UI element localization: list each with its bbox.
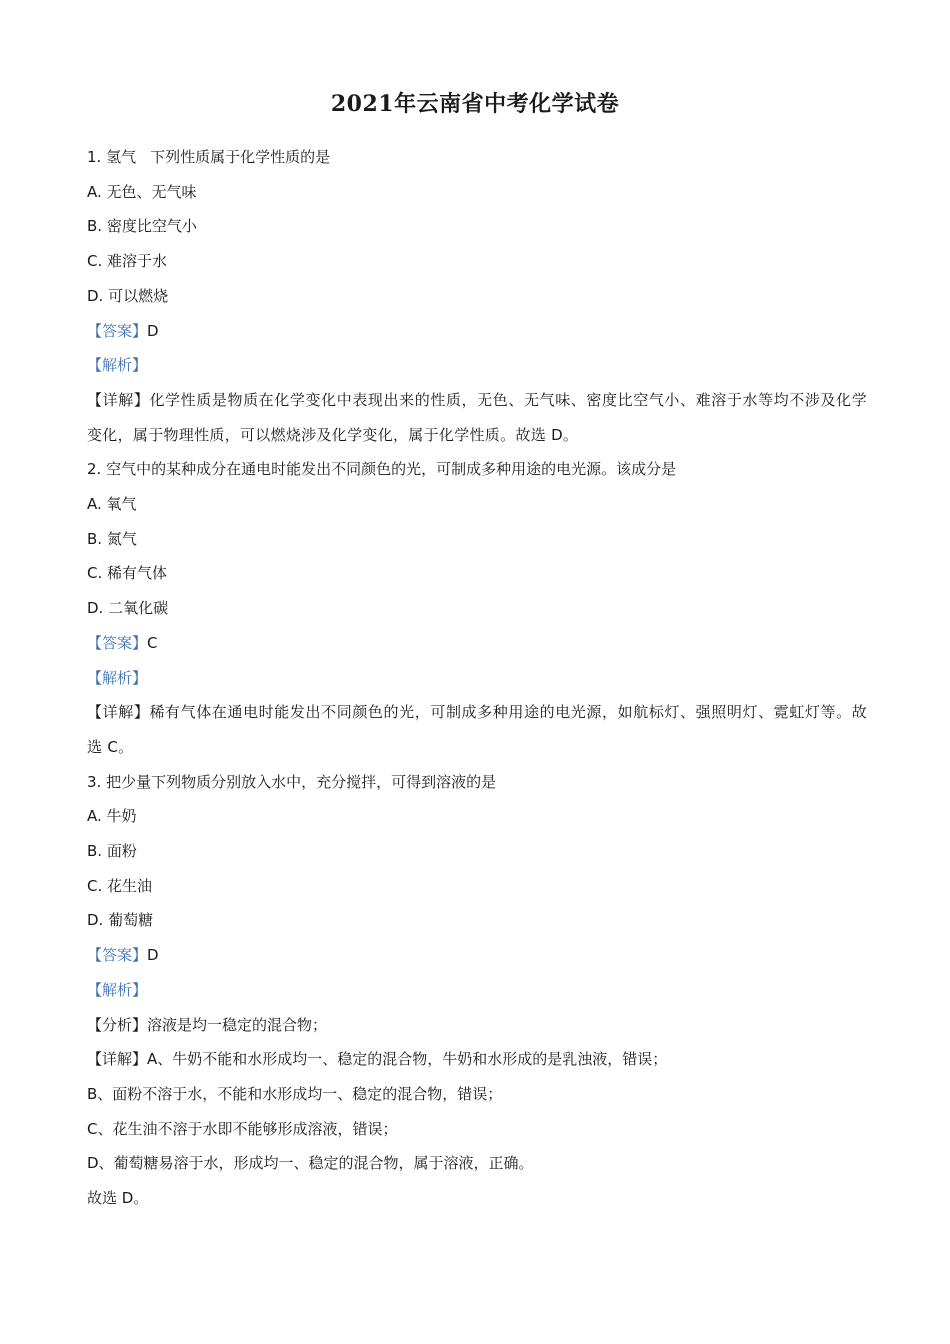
question-3-conclusion: 故选 D。 [87,1189,149,1208]
detail-label: 【详解】 [87,390,150,409]
question-1-analysis-label: 【解析】 [87,356,148,375]
fenxi-label: 【分析】 [87,1015,148,1034]
detail-text: A、牛奶不能和水形成均一、稳定的混合物，牛奶和水形成的是乳浊液，错误； [147,1050,668,1069]
question-1-option-a: A. 无色、无气味 [87,182,197,201]
question-1-stem-b: 下列性质属于化学性质的是 [150,148,331,166]
question-1-option-c: C. 难溶于水 [87,252,168,271]
answer-label: 【答案】 [87,946,148,965]
detail-label: 【详解】 [87,703,150,722]
question-1-answer [87,314,867,349]
document-body [87,140,867,1216]
question-3-option-b: B. 面粉 [87,842,137,861]
question-3-detail-line-4: D、葡萄糖易溶于水，形成均一、稳定的混合物，属于溶液，正确。 [87,1154,534,1173]
answer-value: D [147,946,159,965]
question-2-option-a: A. 氧气 [87,495,137,514]
question-3-option-a: A. 牛奶 [87,807,137,826]
fenxi-text: 溶液是均一稳定的混合物； [147,1015,328,1034]
question-3-option-d: D. 葡萄糖 [87,911,154,930]
question-2-option-d: D. 二氧化碳 [87,599,169,618]
detail-label: 【详解】 [87,1050,148,1069]
question-2-stem: 2. 空气中的某种成分在通电时能发出不同颜色的光，可制成多种用途的电光源。该成分是 [87,460,677,479]
answer-value: D [147,321,159,340]
answer-label: 【答案】 [87,321,148,340]
question-2-detail [87,695,867,764]
detail-text: 化学性质是物质在化学变化中表现出来的性质，无色、无气味、密度比空气小、难溶于水等均不涉及化学变化，属于物理性质，可以燃烧涉及化学变化，属于化学性质。故选 D。 [87,390,868,444]
question-2-option-c: C. 稀有气体 [87,564,168,583]
answer-label: 【答案】 [87,633,148,652]
question-3-detail-line-1 [87,1042,867,1077]
question-3-fenxi [87,1008,867,1043]
question-3-detail-line-3: C、花生油不溶于水即不能够形成溶液，错误； [87,1119,398,1138]
question-3-stem: 3. 把少量下列物质分别放入水中，充分搅拌，可得到溶液的是 [87,772,497,791]
question-1-option-d: D. 可以燃烧 [87,286,169,305]
question-3-option-c: C. 花生油 [87,876,153,895]
question-2-answer [87,626,867,661]
question-2-option-b: B. 氮气 [87,529,137,548]
question-3-answer [87,938,867,973]
question-2-analysis-label: 【解析】 [87,668,148,687]
question-1-option-b: B. 密度比空气小 [87,217,197,236]
question-1-detail [87,383,867,452]
question-1-stem [87,140,867,175]
detail-text: 稀有气体在通电时能发出不同颜色的光，可制成多种用途的电光源，如航标灯、强照明灯、霓虹灯等。故选 C。 [87,703,868,756]
question-3-analysis-label: 【解析】 [87,980,148,999]
page-title: 2021年云南省中考化学试卷 [330,91,620,117]
answer-value: C [147,633,158,652]
question-1-stem-a: 1. 氢气 [87,148,137,166]
question-3-detail-line-2: B、面粉不溶于水，不能和水形成均一、稳定的混合物，错误； [87,1084,503,1103]
